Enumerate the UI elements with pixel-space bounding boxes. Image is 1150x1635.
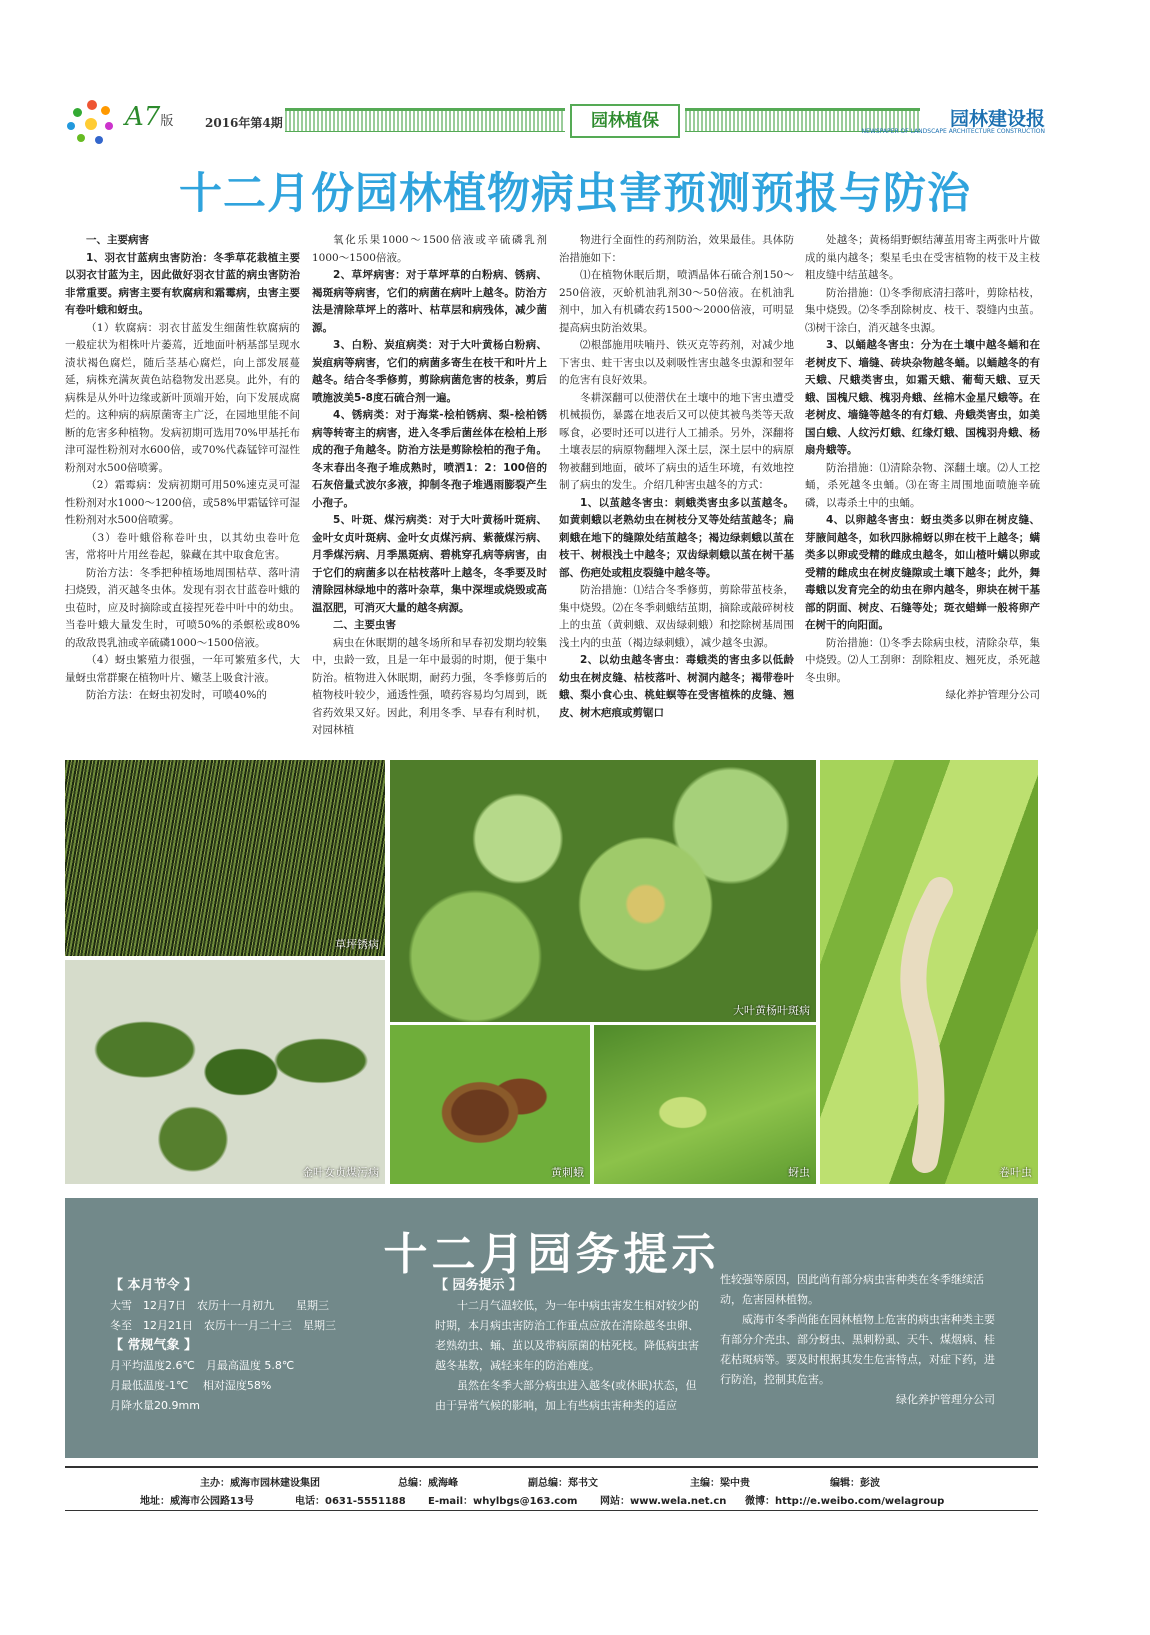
article-paragraph: 绿化养护管理分公司 [945,689,1040,701]
tips-column-2 [720,1270,995,1410]
footer-editor: 主编：梁中贵 [690,1478,750,1489]
article-paragraph: 2、草坪病害：对于草坪草的白粉病、锈病、褐斑病等病害，它们的病菌在病叶上越冬。防治方法是清除草坪上的落叶、枯草层和病残体，减少菌源。 [312,269,547,334]
section-title: 园林植保 [570,104,680,138]
tips-paragraph: 虽然在冬季大部分病虫进入越冬(或休眠)状态，但由于异常气候的影响，加上有些病虫害种类的适应 [435,1379,697,1412]
article-paragraph: （3）卷叶蛾俗称卷叶虫，以其幼虫卷叶危害，常将叶片用丝卷起，躲藏在其中取食危害。 [65,531,300,561]
article-paragraph: 防治方法：在蚜虫初发时，可喷40%的 [86,689,267,701]
headline: 十二月份园林植物病虫害预测预报与防治 [179,169,971,219]
article-paragraph: 防治措施：⑴冬季去除病虫枝，清除杂草，集中烧毁。⑵人工刮卵：刮除粗皮、翘死皮，杀死越冬虫卵。 [805,636,1040,684]
article-paragraph: 防治方法：冬季把种植场地周围枯草、落叶清扫烧毁，消灭越冬虫体。发现有羽衣甘蓝卷叶蛾的虫苞时，应及时摘除或直接捏死卷中叶中的幼虫。当卷叶蛾大量发生时，可喷50%的杀螟松或80%的敌敌畏乳油或辛硫磷1000～1500倍液。 [65,566,300,649]
footer-address: 地址：威海市公园路13号 [140,1496,254,1507]
article-paragraph: 氧化乐果1000～1500倍液或辛硫磷乳剂1000～1500倍液。 [312,234,547,264]
solar-and-weather [110,1276,420,1416]
footer-site: 网站：www.wela.net.cn [600,1496,727,1507]
article-paragraph: 4、锈病类：对于海棠-桧柏锈病、梨-桧柏锈病等转寄主的病害，进入冬季后菌丝体在桧柏上形成的孢子角越冬。防治方法是剪除桧柏的孢子角。冬末春出冬孢子堆成熟时，喷洒1：2：100倍的石灰倍量式波尔多液，抑制冬孢子堆遇雨膨裂产生小孢子。 [312,409,547,509]
weather-line: 月最低温度-1℃ 相对湿度58% [110,1379,272,1392]
tips-paragraph: 性较强等原因，因此尚有部分病虫害种类在冬季继续活动，危害园林植物。 [720,1273,984,1306]
panel-signature: 绿化养护管理分公司 [896,1393,995,1406]
article-paragraph: 处越冬；黄杨绢野螟结薄茧用寄主两张叶片做成的巢内越冬；梨星毛虫在受害植物的枝干及主枝粗皮缝中结茧越冬。 [805,234,1040,281]
article-paragraph: 二、主要虫害 [333,619,396,631]
article-paragraph: （1）软腐病：羽衣甘蓝发生细菌性软腐病的一般症状为相株叶片萎蔫，近地面叶柄基部呈现水渍状褐色腐烂，随后茎基心腐烂，向上部发展蔓延，病株充满灰黄色站稳物发出恶臭。此外，有的病株是从外叶边缘或新叶顶端开始，向下发展成腐烂的。这种病的病原菌寄主广泛，在园地里能不间断的危害多种植物。发病初期可选用70%甲基托布津可湿性粉剂对水600倍，或70%代森锰锌可湿性粉剂对水500倍喷雾。 [65,321,300,474]
article-paragraph: （2）霜霉病：发病初期可用50%速克灵可湿性粉剂对水1000～1200倍，或58%甲霜锰锌可湿性粉剂对水500倍喷雾。 [65,479,300,526]
article-body [65,232,1040,752]
weather-line: 月平均温度2.6℃ 月最高温度 5.8℃ [110,1359,295,1372]
issue-number: 2016年第4期 [205,116,283,130]
footer-email: E-mail：whylbgs@163.com [428,1496,578,1507]
footer-sponsor: 主办：威海市园林建设集团 [200,1478,320,1489]
article-paragraph: 2、以幼虫越冬害虫：毒蛾类的害虫多以低龄幼虫在树皮缝、枯枝落叶、树洞内越冬；褐带卷叶蛾、梨小食心虫、桃蛀螟等在受害植株的皮缝、翘皮、树木疤痕或剪锯口 [559,654,794,719]
article-paragraph: 1、以茧越冬害虫：刺蛾类害虫多以茧越冬。如黄刺蛾以老熟幼虫在树枝分叉等处结茧越冬；扁刺蛾在地下的缝隙处结茧越冬；褐边绿刺蛾以茧在枝干、树根浅土中越冬；双齿绿刺蛾以茧在树干基部、伤疤处或粗皮裂缝中越冬等。 [559,496,794,579]
aphid-photo [594,1025,816,1184]
article-paragraph: 3、白粉、炭疽病类：对于大叶黄杨白粉病、炭疽病等病害，它们的病菌多寄生在枝干和叶片上越冬。结合冬季修剪，剪除病菌危害的枝条，剪后喷施波美5-8度石硫合剂一遍。 [312,339,547,404]
tips-paragraph: 十二月气温较低，为一年中病虫害发生相对较少的时期，本月病虫害防治工作重点应放在清除越冬虫卵、老熟幼虫、蛹、茧以及带病原菌的枯死枝。降低病虫害越冬基数，减轻来年的防治难度。 [435,1299,699,1372]
footer-ed: 编辑：彭波 [830,1478,880,1489]
newspaper-brand-en: NEWSPAPER OF LANDSCAPE ARCHITECTURE CONSTRUCTION [861,128,1045,135]
weather-heading: 【 常规气象 】 [110,1338,198,1353]
panel-title: 十二月园务提示 [383,1229,720,1280]
footer-chief: 总编：威海峰 [398,1478,458,1489]
euonymus-leaf-spot-photo [390,760,816,1022]
footer-rule [65,1466,1038,1468]
solar-line: 大雪 12月7日 农历十一月初九 星期三 [110,1299,329,1312]
photo-caption: 金叶女贞煤污病 [302,1166,379,1179]
solar-line: 冬至 12月21日 农历十一月二十三 星期三 [110,1319,336,1332]
flower-logo-icon [65,100,121,150]
lawn-rust-photo [65,760,385,956]
footer-deputy: 副总编：郑书文 [528,1478,598,1489]
article-paragraph: （4）蚜虫繁殖力很强，一年可繁殖多代，大量蚜虫常群聚在植物叶片、嫩茎上吸食汁液。 [65,654,300,684]
tips-column-1 [435,1276,705,1416]
article-column-3 [559,232,794,722]
newspaper-brand: 园林建设报 [949,108,1045,130]
weather-line: 月降水量20.9mm [110,1399,200,1412]
header-bar-left [285,108,565,132]
article-paragraph: ⑴在植物休眠后期，喷洒晶体石硫合剂150～250倍液，灭蚧机油乳剂30～50倍液。在机油乳剂中，加入有机磷农药1500～2000倍液，可明显提高病虫防治效果。 [559,269,794,334]
article-paragraph: 1、羽衣甘蓝病虫害防治：冬季草花栽植主要以羽衣甘蓝为主，因此做好羽衣甘蓝的病虫害防治非常重要。病害主要有软腐病和霜霉病，虫害主要有卷叶蛾和蚜虫。 [65,251,300,316]
photo-caption: 大叶黄杨叶斑病 [733,1004,810,1017]
photo-caption: 蚜虫 [788,1166,810,1179]
page-version: A7版 [125,102,174,132]
article-paragraph: 防治措施：⑴清除杂物、深翻土壤。⑵人工挖蛹，杀死越冬虫蛹。⑶在寄主周围地面喷施辛硫磷，以毒杀土中的虫蛹。 [805,461,1040,509]
tips-heading: 【 园务提示 】 [435,1278,523,1293]
article-paragraph: 3、以蛹越冬害虫：分为在土壤中越冬蛹和在老树皮下、墙缝、砖块杂物越冬蛹。以蛹越冬的有天蛾、尺蛾类害虫，如霜天蛾、葡萄天蛾、豆天蛾、国槐尺蛾、槐羽舟蛾、丝棉木金星尺蛾等。在老树皮、墙缝等越冬的有灯蛾、舟蛾类害虫，如美国白蛾、人纹污灯蛾、红缘灯蛾、国槐羽舟蛾、杨扇舟蛾等。 [805,339,1040,456]
article-paragraph: 5、叶斑、煤污病类：对于大叶黄杨叶斑病、金叶女贞叶斑病、金叶女贞煤污病、紫薇煤污病、月季煤污病、月季黑斑病、碧桃穿孔病等病害，由于它们的病菌多以在枯枝落叶上越冬，冬季要及时清除园林绿地中的落叶杂草，集中深埋或烧毁或高温沤肥，可消灭大量的越冬病源。 [312,514,547,614]
monthly-tips-panel [65,1198,1038,1458]
article-column-4 [805,232,1040,705]
article-paragraph: 一、主要病害 [86,234,149,246]
article-column-2 [312,232,547,740]
article-paragraph: 病虫在休眠期的越冬场所和早春初发期均较集中，虫龄一致，且是一年中最弱的时期，便于集中防治。植物进入休眠期，耐药力强，冬季修剪后的植物枝叶较少，通透性强，喷药容易均匀周到，既省药效果又好。因此，利用冬季、早春有利时机，对园林植 [312,636,547,736]
footer-weibo: 微博：http://e.weibo.com/welagroup [745,1496,945,1507]
leaf-roller-larva-icon [820,760,1038,1184]
slug-caterpillar-photo [390,1025,590,1184]
article-paragraph: 冬耕深翻可以使潜伏在土壤中的地下害虫遭受机械损伤，暴露在地表后又可以使其被鸟类等天敌啄食，必要时还可以进行人工捕杀。另外，深翻将土壤表层的病原物翻埋入深土层，深土层中的病原物被翻到地面，破坏了病虫的适生环境，有效地控制了病虫的发生。介绍几种害虫越冬的方式： [559,391,794,491]
article-paragraph: 4、以卵越冬害虫：蚜虫类多以卵在树皮缝、芽腋间越冬，如秋四脉棉蚜以卵在枝干上越冬；螨类多以卵或受精的雌成虫越冬，如山楂叶螨以卵或受精的雌成虫在树皮缝隙或土壤下越冬；此外，舞毒蛾以发育完全的幼虫在卵内越冬，卵块在树干基部的阴面、树皮、石缝等处；斑衣蜡蝉一般将卵产在树干的向阳面。 [805,514,1040,631]
photo-caption: 黄刺蛾 [551,1166,584,1179]
solar-heading: 【 本月节令 】 [110,1278,198,1293]
page-header [65,100,1045,142]
tips-paragraph: 威海市冬季尚能在园林植物上危害的病虫害种类主要有部分介壳虫、部分蚜虫、黑刺粉虱、天牛、煤烟病、桂花枯斑病等。要及时根据其发生危害特点，对症下药，进行防治，控制其危害。 [720,1313,995,1386]
footer-phone: 电话：0631-5551188 [295,1496,406,1507]
article-column-1 [65,232,300,705]
photo-caption: 卷叶虫 [999,1166,1032,1179]
article-paragraph: 防治措施：⑴结合冬季修剪，剪除带茧枝条，集中烧毁。⑵在冬季刺蛾结茧期，摘除或敲碎树枝上的虫茧（黄刺蛾、双齿绿刺蛾）和挖除树基周围浅土内的虫茧（褐边绿刺蛾），减少越冬虫源。 [559,584,794,649]
article-paragraph: 防治措施：⑴冬季彻底清扫落叶，剪除枯枝，集中烧毁。⑵冬季刮除树皮、枝干、裂缝内虫茧。⑶树干涂白，消灭越冬虫源。 [805,286,1040,334]
leaf-roller-photo [820,760,1038,1184]
article-paragraph: 物进行全面性的药剂防治，效果最佳。具体防治措施如下： [559,234,794,264]
footer-rule-bottom [65,1510,1038,1511]
article-paragraph: ⑵根部施用呋喃丹、铁灭克等药剂，对减少地下害虫、蛀干害虫以及刺吸性害虫越冬虫源和翌年的危害有良好效果。 [559,339,794,386]
photo-caption: 草坪锈病 [335,938,379,951]
privet-sooty-mold-photo [65,960,385,1184]
